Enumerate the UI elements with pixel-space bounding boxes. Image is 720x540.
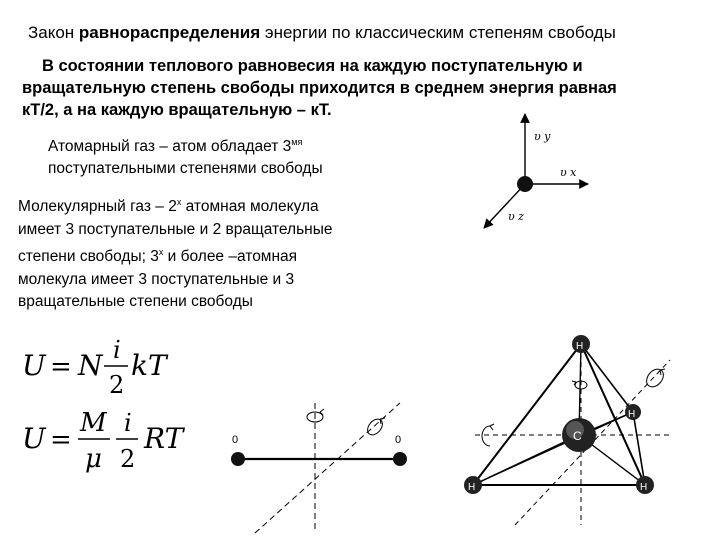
top-atom-label: Н — [576, 341, 584, 352]
molecular-line-3: степени свободы; $3^х$ и более –атомная — [18, 247, 298, 266]
axis-y-label: υ y — [534, 130, 551, 143]
formula1-num: i — [113, 336, 121, 364]
formula1-den: 2 — [109, 371, 125, 399]
formula2-num1: M — [80, 408, 107, 438]
atom-dot — [517, 176, 533, 192]
formula-energy-m — [0, 325, 215, 495]
formula1-tail: kT — [131, 349, 167, 382]
center-atom-label: С — [573, 429, 582, 443]
formula2-eq: = — [50, 425, 72, 455]
molecular-line-2: имеет 3 поступательные и 2 вращательные — [18, 220, 333, 238]
tetrahedral-molecule-diagram — [455, 330, 675, 530]
page-title: Закон равнораспределения энергии по классическим степеням свободы — [28, 23, 616, 42]
diatomic-right-label: 0 — [395, 434, 402, 446]
axis-x-label: υ x — [560, 166, 577, 179]
intro-line-2: вращательную степень свободы приходится в среднем энергия равная — [22, 79, 617, 97]
molecular-line-5: вращательные степени свободы — [18, 293, 253, 311]
formula2-num2: i — [124, 409, 132, 437]
molecular-gas-text — [18, 191, 332, 314]
formula1-lhs: U — [22, 349, 46, 382]
diatomic-left-label: 0 — [232, 434, 239, 446]
intro-line-1: В состоянии теплового равновесия на каждую поступательную и — [42, 57, 583, 75]
formula2-tail: RT — [144, 422, 184, 455]
formula2-den1: μ — [85, 444, 102, 474]
diatomic-diagram — [225, 395, 415, 535]
left-atom-label: Н — [468, 482, 476, 493]
atomic-line-1: Атомарный газ – атом обладает $3^{мя}$ — [48, 137, 303, 156]
formula1-n: N — [78, 349, 103, 382]
atomic-line-2: поступательными степенями свободы — [48, 160, 323, 178]
formulas-block — [0, 325, 215, 495]
intro-line-3: кТ/2, а на каждую вращательную – кТ. — [22, 101, 332, 119]
formula1-eq: = — [50, 352, 72, 382]
back-atom-label: Н — [628, 409, 636, 420]
axis-z-label: υ z — [508, 210, 524, 223]
formula2-den2: 2 — [120, 445, 136, 473]
formula2-lhs: U — [22, 422, 46, 455]
molecular-line-1: Молекулярный газ – $2^х$ атомная молекула — [18, 197, 319, 216]
velocity-axes-diagram — [470, 110, 600, 260]
atomic-gas-text — [48, 131, 323, 180]
right-atom-label: Н — [640, 482, 648, 493]
molecular-line-4: молекула имеет 3 поступательные и 3 — [18, 270, 295, 288]
